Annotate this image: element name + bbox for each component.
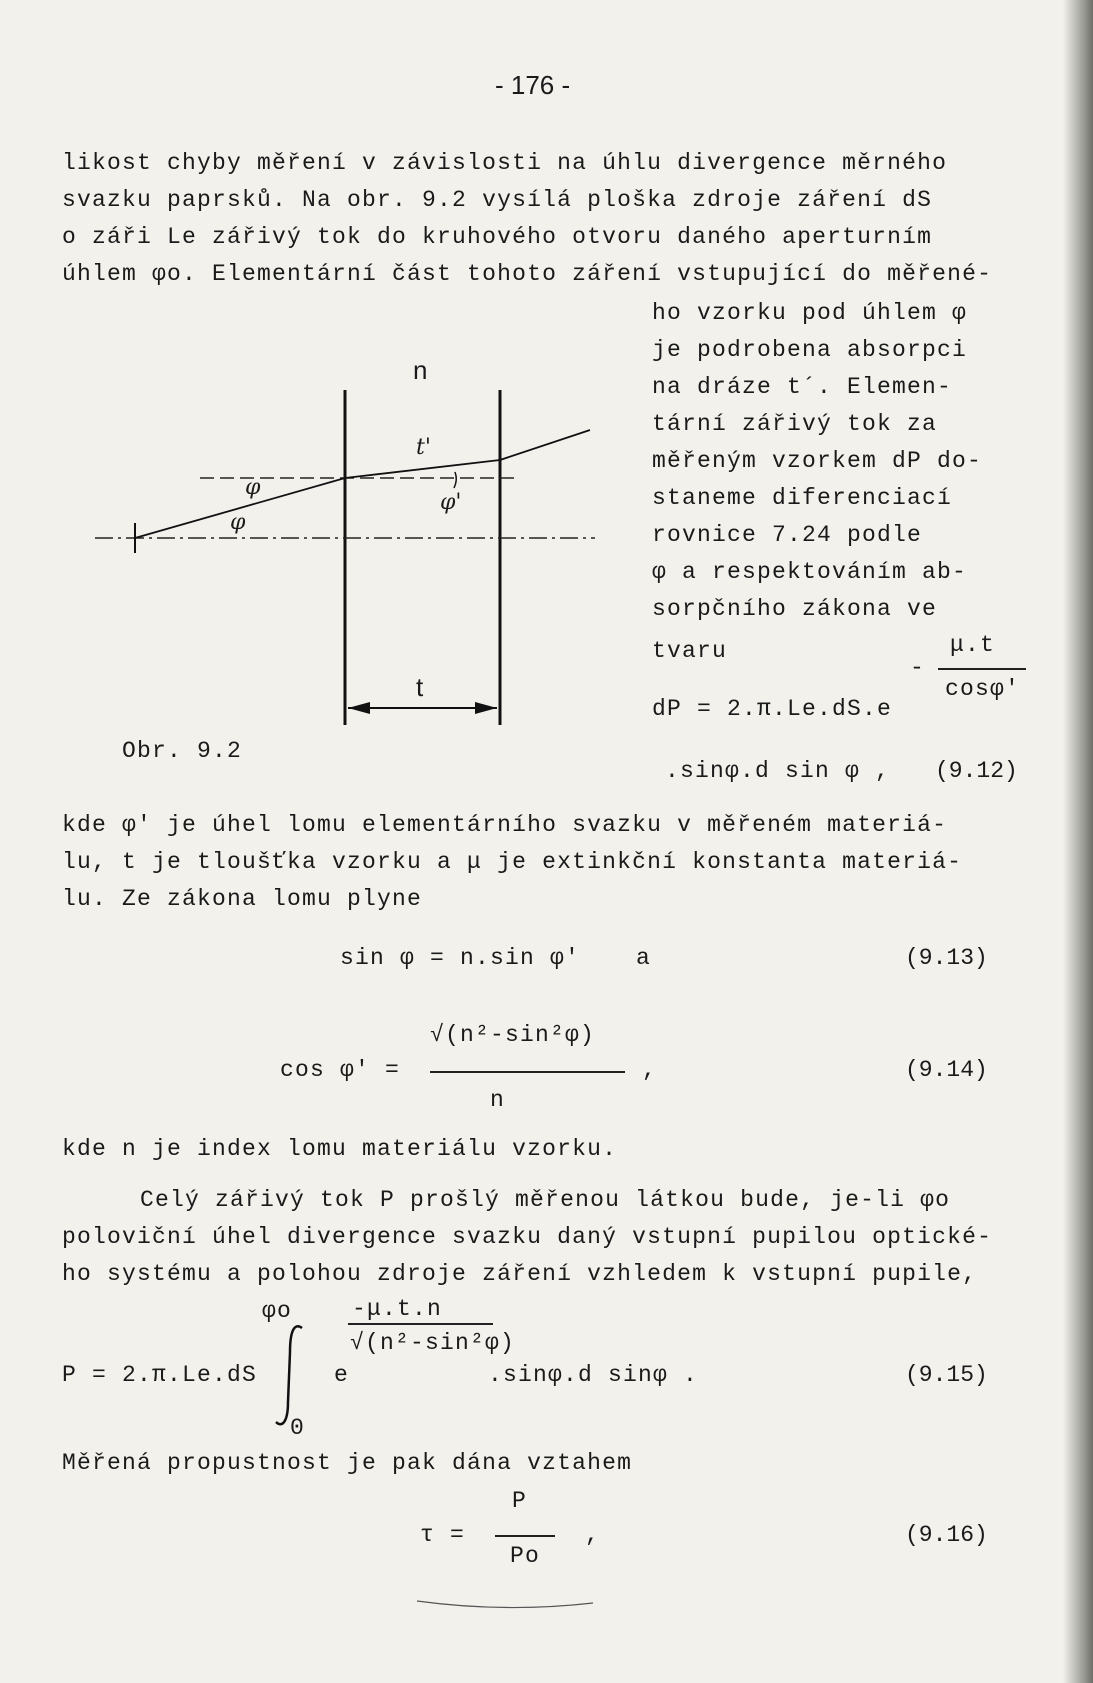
figure-caption: Obr. 9.2 bbox=[122, 738, 243, 764]
figure-label-phi-lower: φ bbox=[230, 510, 246, 535]
eq912-exp-sign: - bbox=[910, 655, 926, 681]
eq915-exp-fraction-bar bbox=[348, 1323, 493, 1325]
eq914-fraction-bar bbox=[430, 1071, 625, 1073]
side-text-line: staneme diferenciací bbox=[652, 485, 953, 511]
text-line: svazku paprsků. Na obr. 9.2 vysílá ploška zdroje záření dS bbox=[62, 187, 933, 213]
eq915-number: (9.15) bbox=[905, 1362, 988, 1388]
page-number: - 176 - bbox=[495, 70, 571, 100]
side-text-line: rovnice 7.24 podle bbox=[652, 522, 923, 548]
eq916-fraction-bar bbox=[495, 1535, 555, 1537]
side-text-line: sorpčního zákona ve bbox=[652, 596, 938, 622]
eq915-exp-numerator: -μ.t.n bbox=[352, 1296, 443, 1322]
eq915-exp-denominator: √(n²-sin²φ) bbox=[350, 1330, 516, 1356]
side-text-line: tvaru bbox=[652, 638, 728, 664]
eq915-lower-limit: 0 bbox=[290, 1415, 306, 1441]
eq913-and: a bbox=[636, 945, 652, 971]
phi-prime-arc bbox=[454, 472, 456, 488]
eq912-number: (9.12) bbox=[935, 758, 1018, 784]
side-text-line: tární zářivý tok za bbox=[652, 411, 938, 437]
text-line: ho systému a polohou zdroje záření vzhledem k vstupní pupile, bbox=[62, 1261, 978, 1287]
text-line: poloviční úhel divergence svazku daný vstupní pupilou optické- bbox=[62, 1224, 993, 1250]
eq914-number: (9.14) bbox=[905, 1057, 988, 1083]
eq915-tail: .sinφ.d sinφ . bbox=[488, 1362, 699, 1388]
refracted-ray bbox=[345, 460, 500, 478]
figure-label-phi-upper: φ bbox=[245, 475, 261, 500]
eq915-base-e: e bbox=[334, 1362, 350, 1388]
decorative-underline bbox=[415, 1595, 595, 1615]
eq912-exp-denominator: cosφ' bbox=[945, 676, 1021, 702]
eq914-lhs: cos φ' = bbox=[280, 1057, 401, 1083]
text-line: likost chyby měření v závislosti na úhlu divergence měrného bbox=[62, 150, 948, 176]
text-line: lu. Ze zákona lomu plyne bbox=[62, 886, 423, 912]
side-text-line: na dráze t´. Elemen- bbox=[652, 374, 953, 400]
eq916-denominator: Po bbox=[510, 1543, 541, 1569]
exit-ray bbox=[500, 430, 590, 460]
eq913-formula: sin φ = n.sin φ' bbox=[340, 945, 581, 971]
text-line: lu, t je tloušťka vzorku a μ je extinkční konstanta materiá- bbox=[62, 849, 963, 875]
figure-label-t: t bbox=[416, 672, 424, 702]
side-text-line: měřeným vzorkem dP do- bbox=[652, 448, 983, 474]
eq912-exp-numerator: μ.t bbox=[950, 632, 996, 658]
text-line: kde n je index lomu materiálu vzorku. bbox=[62, 1136, 618, 1162]
eq912-exp-fraction-bar bbox=[938, 668, 1026, 670]
eq916-number: (9.16) bbox=[905, 1522, 988, 1548]
eq916-numerator: P bbox=[512, 1488, 528, 1514]
text-line: kde φ' je úhel lomu elementárního svazku v měřeném materiá- bbox=[62, 812, 948, 838]
eq914-comma: , bbox=[642, 1057, 658, 1083]
text-line: úhlem φo. Elementární část tohoto záření vstupující do měřené- bbox=[62, 261, 993, 287]
text-line: Měřená propustnost je pak dána vztahem bbox=[62, 1450, 633, 1476]
eq915-upper-limit: φo bbox=[262, 1298, 293, 1324]
eq912-line2: .sinφ.d sin φ , bbox=[665, 758, 891, 784]
eq912-line1: dP = 2.π.Le.dS.e bbox=[652, 696, 893, 722]
eq913-number: (9.13) bbox=[905, 945, 988, 971]
thickness-arrow-right bbox=[475, 702, 497, 714]
figure-refraction-diagram bbox=[90, 350, 610, 730]
figure-label-t-prime: t' bbox=[416, 435, 431, 460]
page-edge-shadow bbox=[1063, 0, 1093, 1683]
figure-label-n: n bbox=[413, 355, 428, 385]
side-text-line: φ a respektováním ab- bbox=[652, 559, 968, 585]
eq915-lhs: P = 2.π.Le.dS bbox=[62, 1362, 258, 1388]
side-text-line: je podrobena absorpci bbox=[652, 337, 968, 363]
thickness-arrow-left bbox=[348, 702, 370, 714]
eq916-lhs: τ = bbox=[420, 1522, 466, 1548]
text-line: Celý zářivý tok P prošlý měřenou látkou bude, je-li φo bbox=[140, 1187, 951, 1213]
eq914-numerator: √(n²-sin²φ) bbox=[430, 1022, 596, 1048]
eq916-comma: , bbox=[585, 1522, 601, 1548]
eq914-denominator: n bbox=[490, 1087, 506, 1113]
figure-label-phi-prime: φ' bbox=[440, 490, 462, 515]
side-text-line: ho vzorku pod úhlem φ bbox=[652, 300, 968, 326]
text-line: o záři Le zářivý tok do kruhového otvoru daného aperturním bbox=[62, 224, 933, 250]
